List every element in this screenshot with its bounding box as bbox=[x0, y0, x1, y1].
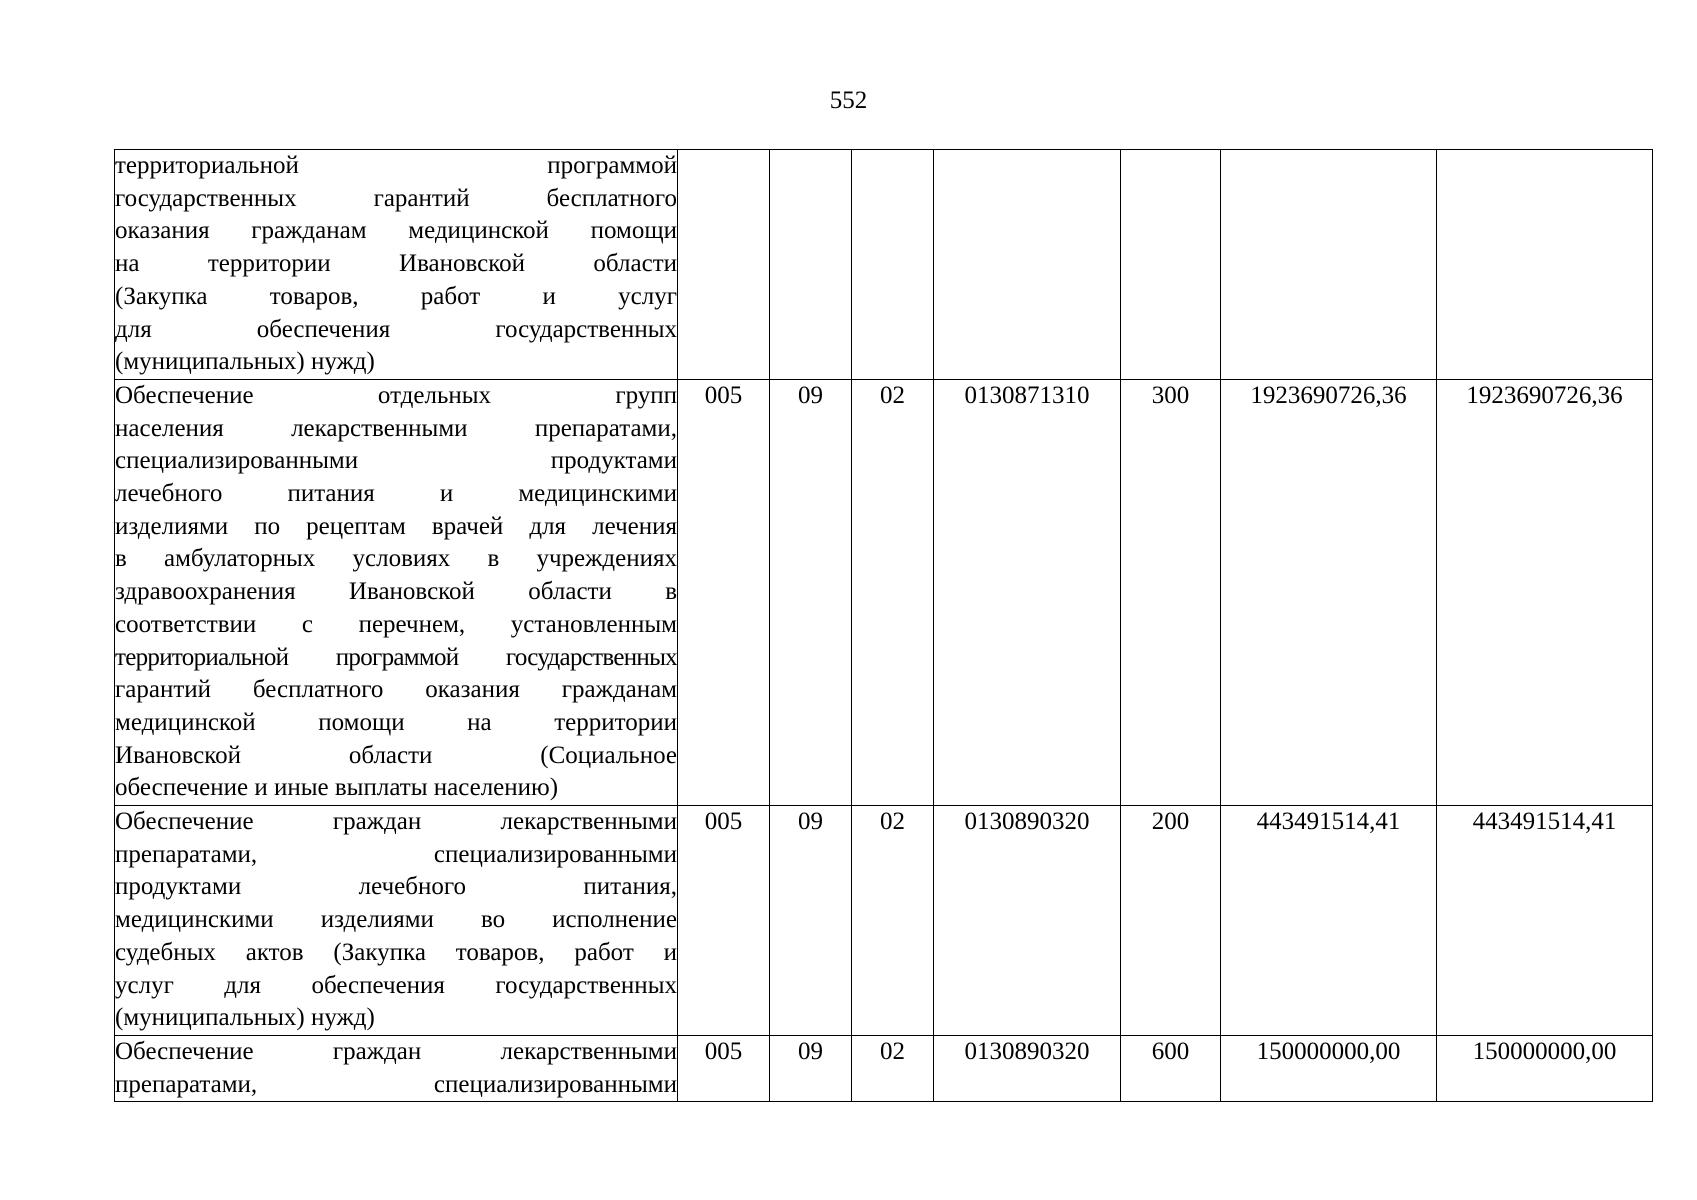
amount-cell: 1923690726,36 bbox=[1221, 379, 1437, 805]
expense-type-cell bbox=[1121, 150, 1221, 380]
section-cell bbox=[770, 150, 852, 380]
section-cell: 09 bbox=[770, 1035, 852, 1101]
table-row bbox=[115, 806, 1653, 1036]
amount-cell: 150000000,00 bbox=[1437, 1035, 1653, 1101]
section-cell: 09 bbox=[770, 806, 852, 1036]
code-cell bbox=[678, 150, 770, 380]
code-cell: 005 bbox=[678, 806, 770, 1036]
row-description: территориальной программой государственных гарантий бесплатного оказания гражданам медицинской помощи на территории Ивановской области (Закупка товаров, работ и услуг для обеспечения государственных (муниципальных) нужд) bbox=[115, 150, 678, 380]
amount-cell bbox=[1221, 150, 1437, 380]
amount-cell: 150000000,00 bbox=[1221, 1035, 1437, 1101]
amount-cell bbox=[1437, 150, 1653, 380]
subsection-cell: 02 bbox=[852, 379, 934, 805]
row-description: Обеспечение граждан лекарственными препаратами, специализированными bbox=[115, 1035, 678, 1101]
target-article-cell: 0130890320 bbox=[934, 1035, 1121, 1101]
table-row bbox=[115, 379, 1653, 805]
budget-table bbox=[114, 149, 1653, 1102]
row-description: Обеспечение граждан лекарственными препаратами, специализированными продуктами лечебного питания, медицинскими изделиями во исполнение судебных актов (Закупка товаров, работ и услуг для обеспечения государственных (муниципальных) нужд) bbox=[115, 806, 678, 1036]
target-article-cell: 0130871310 bbox=[934, 379, 1121, 805]
target-article-cell: 0130890320 bbox=[934, 806, 1121, 1036]
row-description: Обеспечение отдельных групп населения лекарственными препаратами, специализированными продуктами лечебного питания и медицинскими изделиями по рецептам врачей для лечения в амбулаторных условиях в учреждениях здравоохранения Ивановской области в соответствии с перечнем, установленным территориальной программой государственных гарантий бесплатного оказания гражданам медицинской помощи на территории Ивановской области (Социальное обеспечение и иные выплаты населению) bbox=[115, 379, 678, 805]
amount-cell: 443491514,41 bbox=[1437, 806, 1653, 1036]
subsection-cell: 02 bbox=[852, 1035, 934, 1101]
expense-type-cell: 300 bbox=[1121, 379, 1221, 805]
amount-cell: 1923690726,36 bbox=[1437, 379, 1653, 805]
code-cell: 005 bbox=[678, 379, 770, 805]
amount-cell: 443491514,41 bbox=[1221, 806, 1437, 1036]
page-number: 552 bbox=[829, 87, 868, 114]
target-article-cell bbox=[934, 150, 1121, 380]
expense-type-cell: 600 bbox=[1121, 1035, 1221, 1101]
expense-type-cell: 200 bbox=[1121, 806, 1221, 1036]
code-cell: 005 bbox=[678, 1035, 770, 1101]
table-row bbox=[115, 1035, 1653, 1101]
subsection-cell bbox=[852, 150, 934, 380]
subsection-cell: 02 bbox=[852, 806, 934, 1036]
section-cell: 09 bbox=[770, 379, 852, 805]
table-row bbox=[115, 150, 1653, 380]
